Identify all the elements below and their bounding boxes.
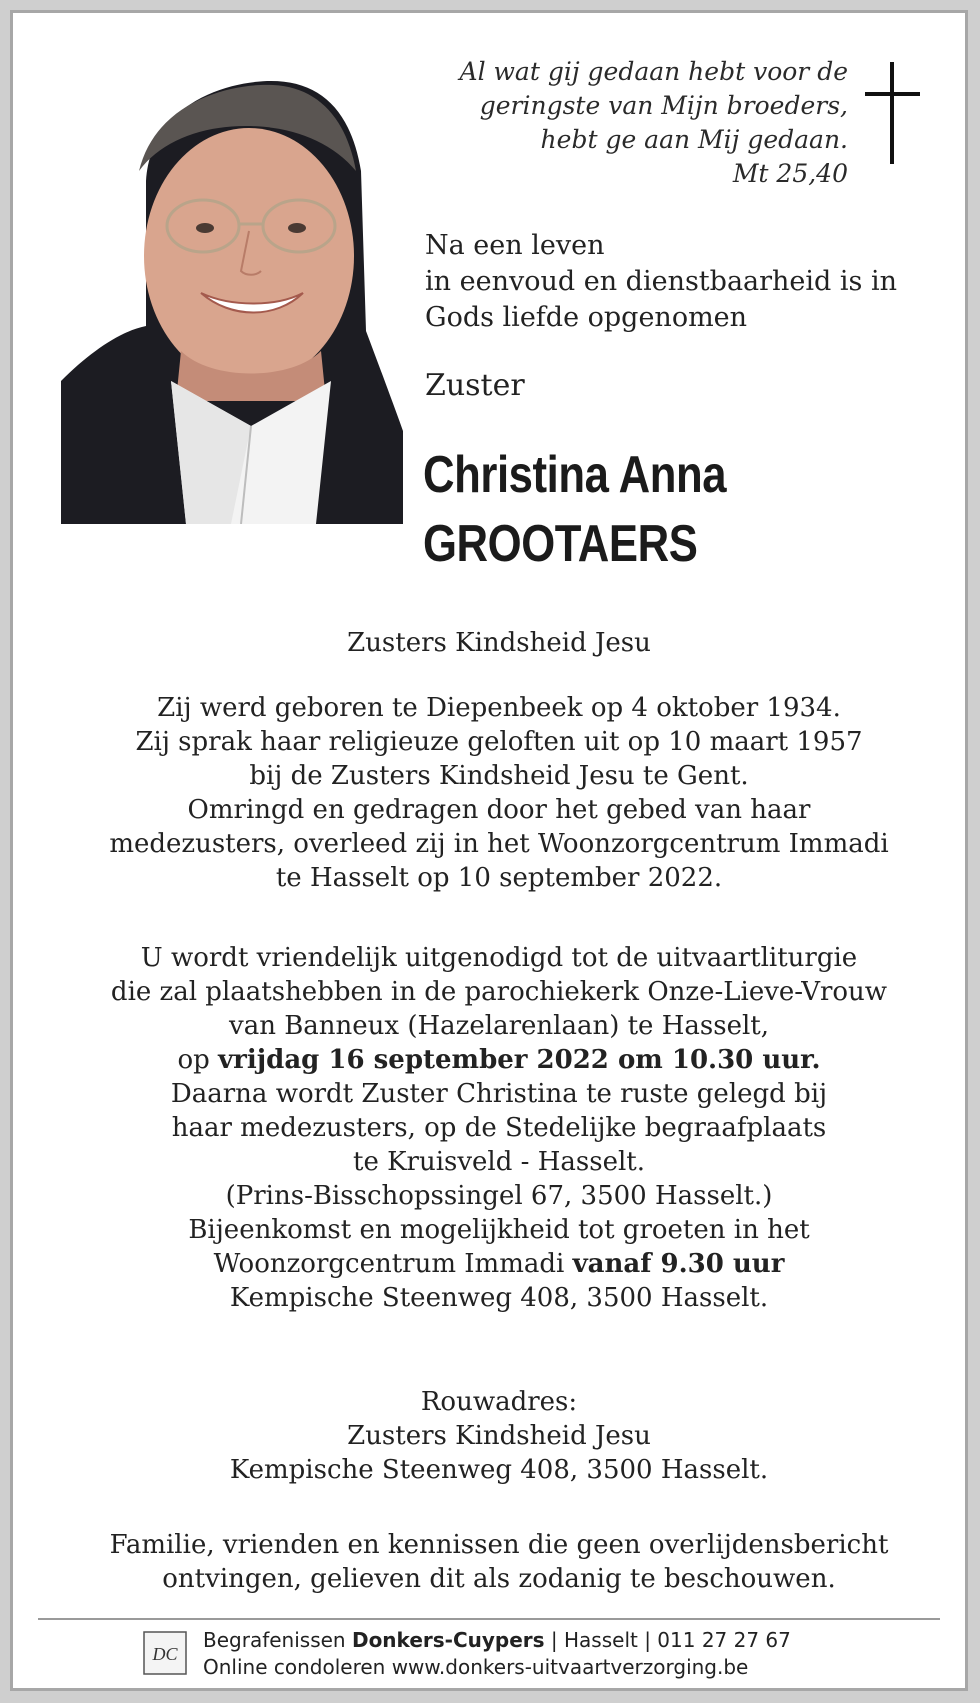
footer: [203, 1627, 903, 1681]
funeral-line: U wordt vriendelijk uitgenodigd tot de uitvaartliturgie: [140, 943, 858, 973]
online-condolences: Online condoleren www.donkers-uitvaartverzorging.be: [203, 1655, 749, 1679]
bio-line: Zij sprak haar religieuze geloften uit op 10 maart 1957: [135, 727, 863, 757]
visitation-line: [43, 1247, 955, 1281]
mourning-address: [43, 1385, 955, 1487]
funeral-date-line: [43, 1043, 955, 1077]
deceased-surname: GROOTAERS: [423, 515, 698, 573]
address-street: Kempische Steenweg 408, 3500 Hasselt.: [229, 1455, 769, 1485]
funeral-line: te Kruisveld - Hasselt.: [353, 1147, 645, 1177]
funeral-line: haar medezusters, op de Stedelijke begraafplaats: [171, 1113, 827, 1143]
address-label: Rouwadres:: [420, 1387, 578, 1417]
logo-letters: DC: [152, 1644, 178, 1664]
footer-contact: | Hasselt | 011 27 27 67: [544, 1628, 791, 1652]
divider: [38, 1618, 940, 1620]
footer-prefix: Begrafenissen: [203, 1628, 352, 1652]
funeral-line: Bijeenkomst en mogelijkheid tot groeten in het: [188, 1215, 810, 1245]
quote-line: Al wat gij gedaan hebt voor de: [459, 57, 848, 86]
address-name: Zusters Kindsheid Jesu: [347, 1421, 651, 1451]
funeral-home-logo-icon: [143, 1631, 187, 1675]
cross-icon: [865, 62, 925, 172]
deceased-title: Zuster: [425, 368, 525, 403]
funeral-home-name: Donkers-Cuypers: [351, 1628, 545, 1652]
funeral-details: [43, 941, 955, 1315]
notice-line: Familie, vrienden en kennissen die geen overlijdensbericht: [109, 1530, 889, 1560]
notice-text: [43, 1528, 955, 1596]
funeral-line: Kempische Steenweg 408, 3500 Hasselt.: [229, 1283, 769, 1313]
funeral-date-prefix: op: [177, 1045, 219, 1075]
intro-line: in eenvoud en dienstbaarheid is in: [425, 266, 898, 297]
notice-line: ontvingen, gelieven dit als zodanig te beschouwen.: [162, 1564, 836, 1594]
funeral-line: van Banneux (Hazelarenlaan) te Hasselt,: [229, 1011, 769, 1041]
funeral-line: Daarna wordt Zuster Christina te ruste gelegd bij: [170, 1079, 828, 1109]
intro-line: Na een leven: [425, 230, 605, 261]
bio-line: Zij werd geboren te Diepenbeek op 4 oktober 1934.: [157, 693, 841, 723]
quote-line: geringste van Mijn broeders,: [479, 91, 848, 120]
bio-line: Omringd en gedragen door het gebed van haar: [187, 795, 811, 825]
bio-line: medezusters, overleed zij in het Woonzorgcentrum Immadi: [109, 829, 889, 859]
bible-quote: [393, 55, 848, 191]
deceased-first-names: Christina Anna: [423, 446, 727, 504]
congregation: Zusters Kindsheid Jesu: [347, 628, 651, 658]
visitation-time: vanaf 9.30 uur: [572, 1249, 785, 1279]
obituary-card: [10, 10, 968, 1691]
quote-line: hebt ge aan Mij gedaan.: [540, 125, 848, 154]
intro-text: [425, 228, 945, 336]
deceased-name: [423, 441, 860, 579]
portrait-photo: [61, 81, 403, 524]
funeral-line: (Prins-Bisschopssingel 67, 3500 Hasselt.): [225, 1181, 773, 1211]
bio-line: te Hasselt op 10 september 2022.: [275, 863, 723, 893]
funeral-date: vrijdag 16 september 2022 om 10.30 uur.: [218, 1045, 821, 1075]
visitation-prefix: Woonzorgcentrum Immadi: [213, 1249, 573, 1279]
quote-reference: Mt 25,40: [732, 159, 848, 188]
intro-line: Gods liefde opgenomen: [425, 302, 748, 333]
funeral-home-line: [203, 1627, 903, 1654]
bio-line: bij de Zusters Kindsheid Jesu te Gent.: [249, 761, 749, 791]
funeral-line: die zal plaatshebben in de parochiekerk Onze-Lieve-Vrouw: [110, 977, 888, 1007]
biography: [43, 691, 955, 895]
